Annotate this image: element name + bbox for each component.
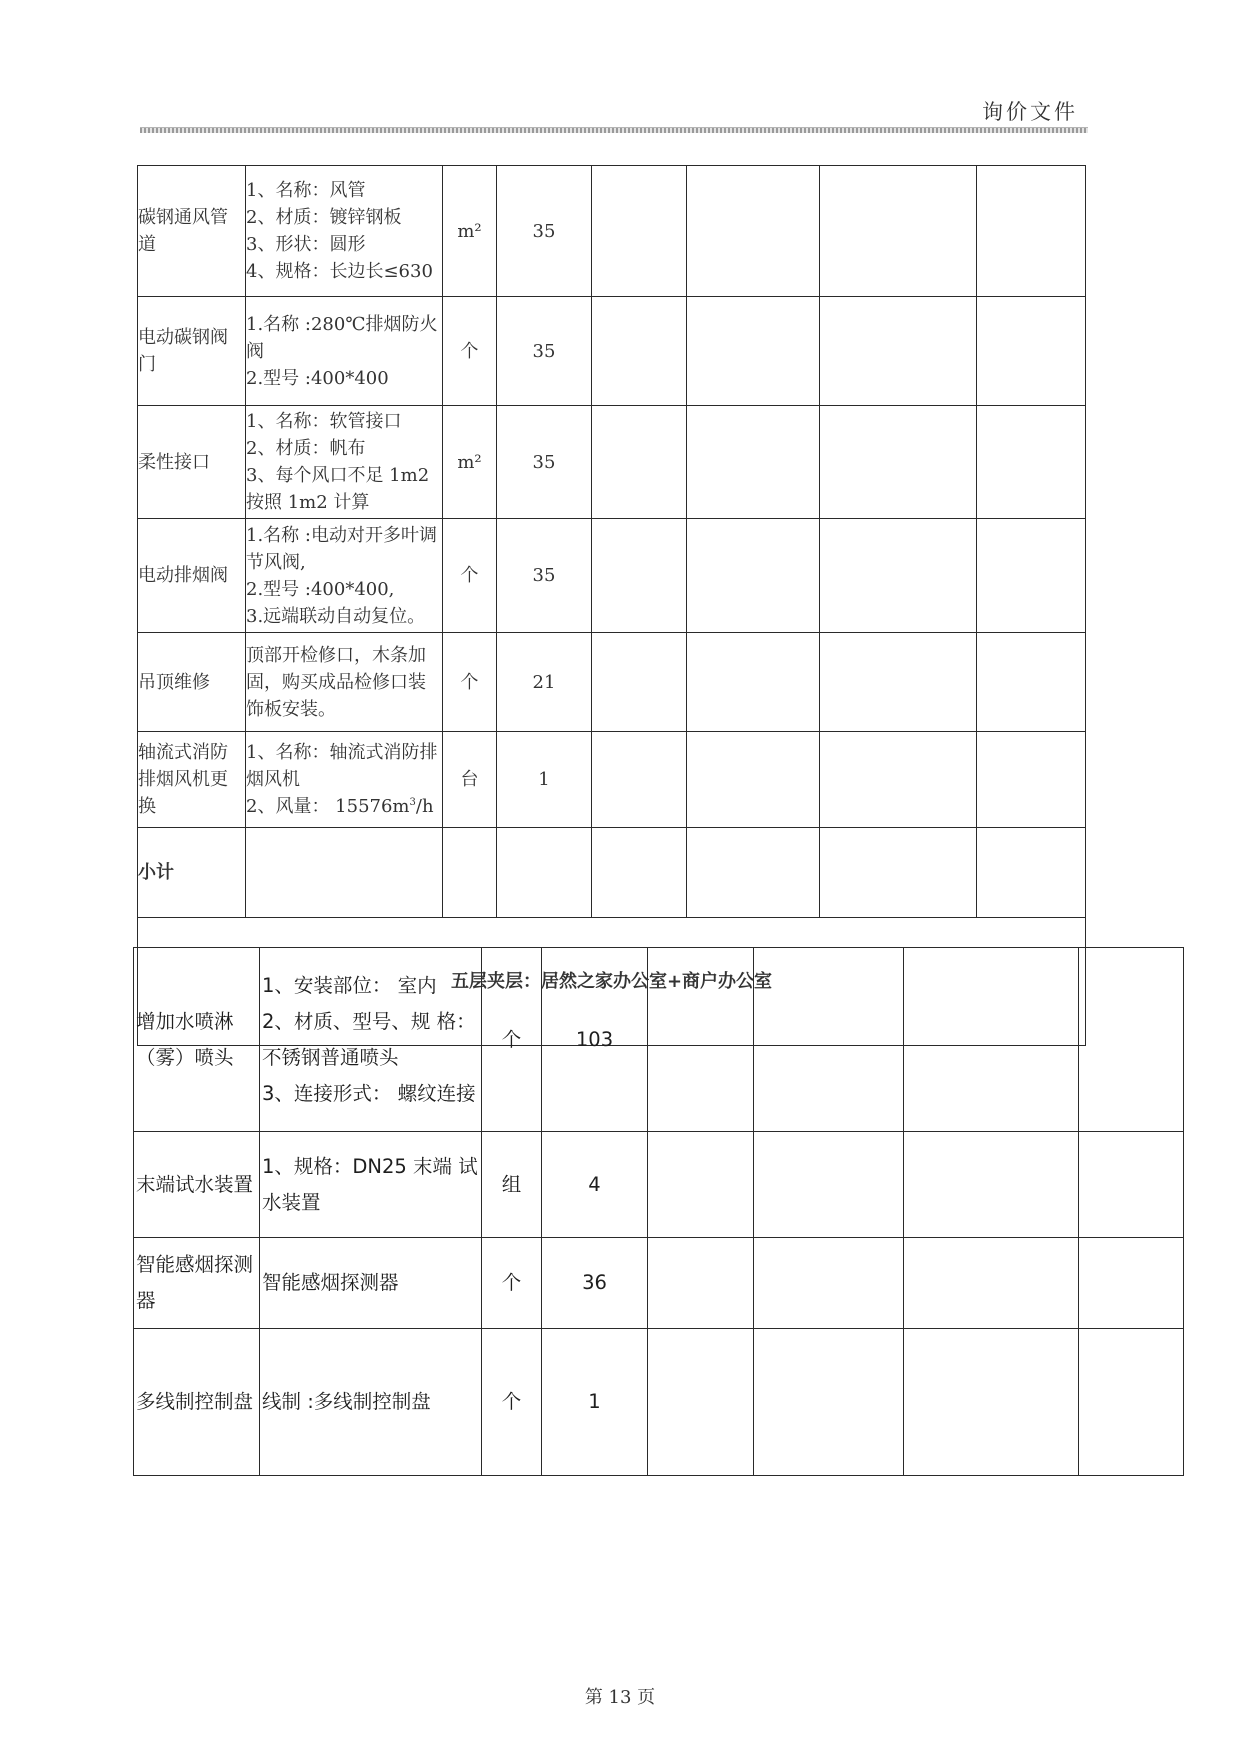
item-unit: m² bbox=[443, 166, 497, 297]
empty-cell bbox=[820, 297, 977, 406]
header-divider bbox=[140, 127, 1088, 133]
item-quantity: 36 bbox=[542, 1238, 648, 1329]
empty-cell bbox=[1079, 948, 1184, 1132]
item-unit: 个 bbox=[482, 1238, 542, 1329]
table-row bbox=[134, 1329, 1184, 1476]
empty-cell bbox=[754, 1329, 904, 1476]
empty-cell bbox=[687, 166, 820, 297]
item-quantity: 1 bbox=[542, 1329, 648, 1476]
item-unit: 个 bbox=[443, 633, 497, 732]
item-quantity: 21 bbox=[497, 633, 592, 732]
empty-cell bbox=[687, 406, 820, 519]
item-name: 吊顶维修 bbox=[138, 633, 246, 732]
page-number: 第 13 页 bbox=[584, 1687, 656, 1708]
item-description: 1、名称：风管 2、材质：镀锌钢板 3、形状：圆形 4、规格：长边长≤630 bbox=[246, 166, 443, 297]
empty-cell bbox=[977, 519, 1086, 633]
empty-cell bbox=[977, 297, 1086, 406]
item-name: 电动排烟阀 bbox=[138, 519, 246, 633]
item-name: 多线制控制盘 bbox=[134, 1329, 260, 1476]
empty-cell bbox=[977, 828, 1086, 918]
empty-cell bbox=[1079, 1329, 1184, 1476]
empty-cell bbox=[904, 1238, 1079, 1329]
empty-cell bbox=[687, 519, 820, 633]
item-unit: 个 bbox=[443, 297, 497, 406]
empty-cell bbox=[687, 828, 820, 918]
item-description: 1、安装部位： 室内 2、材质、型号、规 格：不锈钢普通喷头 3、连接形式： 螺纹连接 bbox=[260, 948, 482, 1132]
table-row bbox=[138, 297, 1086, 406]
item-description: 1、名称：软管接口 2、材质：帆布 3、每个风口不足 1m2 按照 1m2 计算 bbox=[246, 406, 443, 519]
table-row bbox=[134, 1132, 1184, 1238]
item-name: 末端试水装置 bbox=[134, 1132, 260, 1238]
empty-cell bbox=[754, 1132, 904, 1238]
empty-cell bbox=[592, 732, 687, 828]
item-name: 碳钢通风管道 bbox=[138, 166, 246, 297]
item-quantity: 103 bbox=[542, 948, 648, 1132]
empty-cell bbox=[754, 948, 904, 1132]
item-name: 轴流式消防排烟风机更换 bbox=[138, 732, 246, 828]
item-description-unit-tail: /h bbox=[415, 796, 434, 817]
empty-cell bbox=[592, 406, 687, 519]
item-unit: 组 bbox=[482, 1132, 542, 1238]
subtotal-row bbox=[138, 828, 1086, 918]
empty-cell bbox=[904, 1329, 1079, 1476]
empty-cell bbox=[820, 519, 977, 633]
table-row bbox=[138, 732, 1086, 828]
item-description: 1、规格：DN25 末端 试水装置 bbox=[260, 1132, 482, 1238]
price-table-lower bbox=[133, 947, 1184, 1476]
empty-cell bbox=[592, 297, 687, 406]
document-header-title: 询价文件 bbox=[982, 100, 1078, 124]
item-name: 增加水喷淋（雾）喷头 bbox=[134, 948, 260, 1132]
item-unit: 个 bbox=[443, 519, 497, 633]
empty-cell bbox=[592, 166, 687, 297]
item-unit: 个 bbox=[482, 1329, 542, 1476]
empty-cell bbox=[687, 633, 820, 732]
empty-cell bbox=[1079, 1238, 1184, 1329]
empty-cell bbox=[648, 1132, 754, 1238]
empty-cell bbox=[592, 828, 687, 918]
item-description: 线制 :多线制控制盘 bbox=[260, 1329, 482, 1476]
empty-cell bbox=[648, 1329, 754, 1476]
table-row bbox=[138, 166, 1086, 297]
empty-cell bbox=[904, 1132, 1079, 1238]
empty-cell bbox=[1079, 1132, 1184, 1238]
item-quantity: 1 bbox=[497, 732, 592, 828]
empty-cell bbox=[443, 828, 497, 918]
empty-cell bbox=[687, 297, 820, 406]
empty-cell bbox=[648, 948, 754, 1132]
item-description: 1.名称 :280℃排烟防火阀 2.型号 :400*400 bbox=[246, 297, 443, 406]
price-table-upper bbox=[137, 165, 1086, 1046]
empty-cell bbox=[977, 633, 1086, 732]
empty-cell bbox=[977, 732, 1086, 828]
subtotal-label: 小计 bbox=[138, 828, 246, 918]
item-quantity: 4 bbox=[542, 1132, 648, 1238]
empty-cell bbox=[820, 732, 977, 828]
item-quantity: 35 bbox=[497, 166, 592, 297]
item-description-text: 1、名称：轴流式消防排烟风机 2、风量： 15576m bbox=[246, 742, 438, 817]
empty-cell bbox=[977, 406, 1086, 519]
empty-cell bbox=[820, 406, 977, 519]
empty-cell bbox=[977, 166, 1086, 297]
empty-cell bbox=[497, 828, 592, 918]
item-unit: 台 bbox=[443, 732, 497, 828]
item-description bbox=[246, 732, 443, 828]
table-row bbox=[138, 406, 1086, 519]
empty-cell bbox=[904, 948, 1079, 1132]
empty-cell bbox=[648, 1238, 754, 1329]
item-description: 智能感烟探测器 bbox=[260, 1238, 482, 1329]
empty-cell bbox=[754, 1238, 904, 1329]
empty-cell bbox=[246, 828, 443, 918]
item-name: 柔性接口 bbox=[138, 406, 246, 519]
table-row bbox=[134, 948, 1184, 1132]
item-name: 智能感烟探测器 bbox=[134, 1238, 260, 1329]
empty-cell bbox=[820, 828, 977, 918]
table-row bbox=[134, 1238, 1184, 1329]
item-name: 电动碳钢阀门 bbox=[138, 297, 246, 406]
item-description: 1.名称 :电动对开多叶调节风阀, 2.型号 :400*400, 3.远端联动自动复位。 bbox=[246, 519, 443, 633]
empty-cell bbox=[820, 166, 977, 297]
empty-cell bbox=[592, 633, 687, 732]
item-description: 顶部开检修口，木条加固，购买成品检修口装饰板安装。 bbox=[246, 633, 443, 732]
empty-cell bbox=[687, 732, 820, 828]
section-title: 五层夹层：居然之家办公室+商户办公室 bbox=[138, 918, 1086, 1046]
item-unit: 个 bbox=[482, 948, 542, 1132]
item-quantity: 35 bbox=[497, 297, 592, 406]
item-unit: m² bbox=[443, 406, 497, 519]
item-quantity: 35 bbox=[497, 406, 592, 519]
empty-cell bbox=[820, 633, 977, 732]
item-quantity: 35 bbox=[497, 519, 592, 633]
superscript-exponent: 3 bbox=[409, 797, 416, 808]
table-row bbox=[138, 633, 1086, 732]
empty-cell bbox=[592, 519, 687, 633]
table-row bbox=[138, 519, 1086, 633]
